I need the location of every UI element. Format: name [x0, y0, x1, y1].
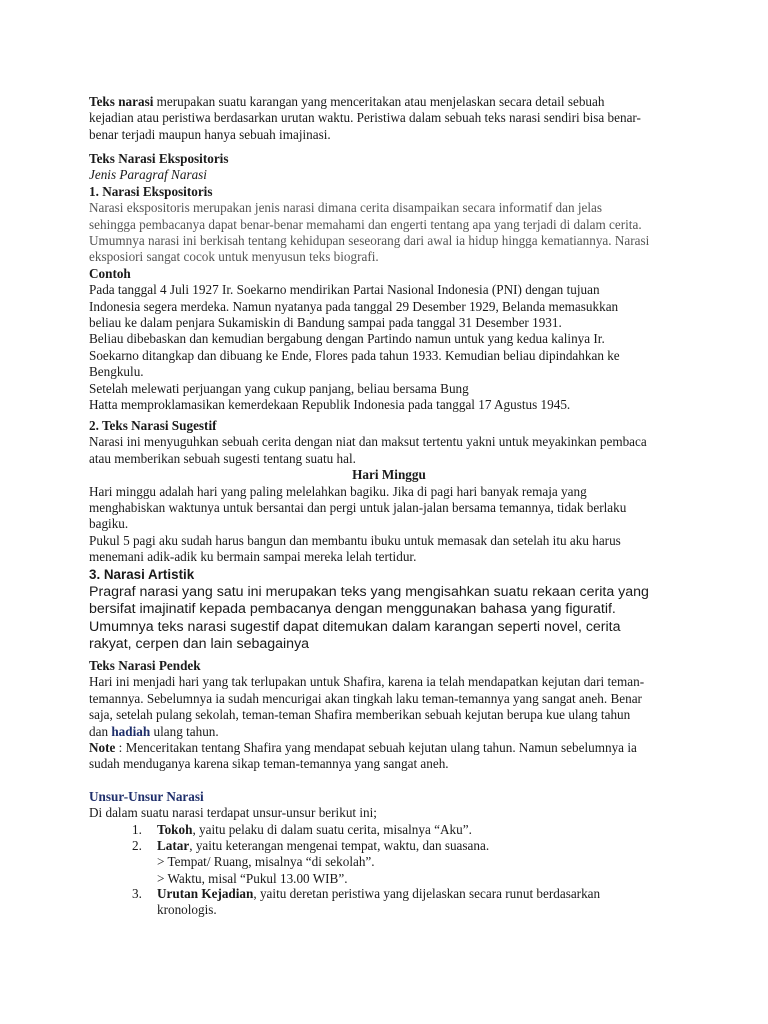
- intro-line-1: merupakan suatu karangan yang menceritakan atau menjelaskan secara detail sebuah: [153, 94, 605, 109]
- unsur-section: [89, 789, 689, 822]
- list-number: 3.: [132, 886, 142, 901]
- latar-term: Latar: [157, 838, 190, 853]
- intro-line-3: benar terjadi maupun hanya sebuah imajinasi.: [89, 126, 331, 142]
- list-item-latar: [157, 838, 677, 887]
- note-label: Note: [89, 740, 116, 756]
- pendek-heading: Teks Narasi Pendek: [89, 658, 201, 673]
- contoh-line: Beliau dibebaskan dan kemudian bergabung dengan Partindo namun untuk yang kedua kalinya Ir.: [89, 331, 605, 347]
- list-item-tokoh: [157, 822, 677, 838]
- story-line: Pukul 5 pagi aku sudah harus bangun dan membantu ibuku untuk memasak dan setelah itu aku harus: [89, 532, 621, 548]
- pendek-story-line: saja, setelah pulang sekolah, teman-teman Shafira memberikan sebuah kejutan berupa kue ulang tahun: [89, 707, 631, 723]
- sugestif-section: [89, 418, 689, 566]
- urutan-term: Urutan Kejadian: [157, 886, 254, 901]
- story-line: Hari minggu adalah hari yang paling melelahkan bagiku. Jika di pagi hari banyak remaja yang: [89, 483, 587, 499]
- pendek-line4-post: ulang tahun.: [150, 723, 219, 739]
- hadiah-link[interactable]: hadiah: [111, 723, 151, 739]
- ekspositoris-desc-line: Umumnya narasi ini berkisah tentang kehidupan seseorang dari awal ia hidup hingga kematiannya. Narasi: [89, 233, 650, 249]
- sugestif-heading: 2. Teks Narasi Sugestif: [89, 418, 217, 433]
- sugestif-desc-line: atau memberikan sebuah sugesti tentang suatu hal.: [89, 450, 356, 466]
- contoh-line: Pada tanggal 4 Juli 1927 Ir. Soekarno mendirikan Partai Nasional Indonesia (PNI) dengan tujuan: [89, 282, 600, 298]
- contoh-line: Soekarno ditangkap dan dibuang ke Ende, Flores pada tahun 1933. Kemudian beliau dipindahkan ke: [89, 347, 620, 363]
- latar-sub-waktu: > Waktu, misal “Pukul 13.00 WIB”.: [157, 870, 348, 886]
- list-item-urutan: [157, 886, 677, 919]
- note-line-2: sudah menduganya karena sikap teman-temannya yang sangat aneh.: [89, 756, 449, 772]
- list-number: 1.: [132, 822, 142, 837]
- artistik-desc-line: Pragraf narasi yang satu ini merupakan teks yang mengisahkan suatu rekaan cerita yang: [89, 583, 649, 600]
- artistik-desc-line: Umumnya teks narasi sugestif dapat ditemukan dalam karangan seperti novel, cerita: [89, 618, 621, 635]
- pendek-line4-pre: dan: [89, 723, 112, 739]
- urutan-continuation: kronologis.: [157, 902, 217, 918]
- ekspositoris-heading: Teks Narasi Ekspositoris: [89, 151, 229, 166]
- artistik-desc-line: rakyat, cerpen dan lain sebagainya: [89, 636, 310, 653]
- ekspositoris-desc-line: eksposiori sangat cocok untuk menyusun teks biografi.: [89, 249, 379, 265]
- artistik-section: [89, 566, 689, 654]
- unsur-intro: Di dalam suatu narasi terdapat unsur-unsur berikut ini;: [89, 805, 377, 821]
- pendek-section: [89, 658, 689, 773]
- latar-text: , yaitu keterangan mengenai tempat, waktu, dan suasana.: [189, 838, 490, 853]
- ekspositoris-desc-line: Narasi ekspositoris merupakan jenis narasi dimana cerita disampaikan secara informatif dan jelas: [89, 200, 603, 216]
- contoh-line: beliau ke dalam penjara Sukamiskin di Bandung sampai pada tanggal 31 Desember 1931.: [89, 315, 562, 331]
- artistik-desc-line: bersifat imajinatif kepada pembacanya dengan menggunakan bahasa yang figuratif.: [89, 601, 616, 618]
- intro-line-2: kejadian atau peristiwa berdasarkan urutan waktu. Peristiwa dalam sebuah teks narasi sendiri bisa benar-: [89, 110, 641, 126]
- pendek-story-line: Hari ini menjadi hari yang tak terlupakan untuk Shafira, karena ia telah mendapatkan kejutan dari teman-: [89, 674, 645, 690]
- ekspositoris-section: [89, 151, 689, 414]
- note-line-1: : Menceritakan tentang Shafira yang mendapat sebuah kejutan ulang tahun. Namun sebelumnya ia: [115, 740, 637, 756]
- contoh-label: Contoh: [89, 265, 131, 281]
- story-line: bagiku.: [89, 516, 129, 532]
- unsur-heading: Unsur-Unsur Narasi: [89, 789, 204, 804]
- story-line: menghabiskan waktunya untuk bersantai dan pergi untuk jalan-jalan bersama temannya, tidak berlaku: [89, 500, 627, 516]
- list-number: 2.: [132, 838, 142, 853]
- contoh-line: Bengkulu.: [89, 364, 144, 380]
- ekspositoris-numbered-heading: 1. Narasi Ekspositoris: [89, 183, 213, 199]
- contoh-line: Hatta memproklamasikan kemerdekaan Republik Indonesia pada tanggal 17 Agustus 1945.: [89, 397, 571, 413]
- sugestif-desc-line: Narasi ini menyuguhkan sebuah cerita dengan niat dan maksut tertentu yakni untuk meyakinkan pembaca: [89, 434, 647, 450]
- artistik-heading: 3. Narasi Artistik: [89, 567, 195, 582]
- pendek-story-line: temannya. Sebelumnya ia sudah mencurigai akan tingkah laku teman-temannya yang sangat aneh. Benar: [89, 690, 642, 706]
- contoh-line: Setelah melewati perjuangan yang cukup panjang, beliau bersama Bung: [89, 380, 469, 396]
- tokoh-text: , yaitu pelaku di dalam suatu cerita, misalnya “Aku”.: [192, 822, 472, 837]
- urutan-text: , yaitu deretan peristiwa yang dijelaskan secara runut berdasarkan: [253, 886, 601, 901]
- jenis-paragraf-subheading: Jenis Paragraf Narasi: [89, 167, 207, 183]
- intro-term: Teks narasi: [89, 94, 154, 109]
- story-title: Hari Minggu: [352, 467, 426, 483]
- latar-sub-tempat: > Tempat/ Ruang, misalnya “di sekolah”.: [157, 854, 375, 870]
- contoh-line: Indonesia segera merdeka. Namun nyatanya pada tanggal 29 Desember 1929, Belanda memasukkan: [89, 298, 619, 314]
- story-line: menemani adik-adik ku bermain sampai mereka lelah tertidur.: [89, 549, 417, 565]
- intro-paragraph: [89, 94, 689, 143]
- ekspositoris-desc-line: sehingga pembacanya dapat benar-benar memahami dan engerti tentang apa yang terjadi di dalam cerita.: [89, 216, 642, 232]
- tokoh-term: Tokoh: [157, 822, 193, 837]
